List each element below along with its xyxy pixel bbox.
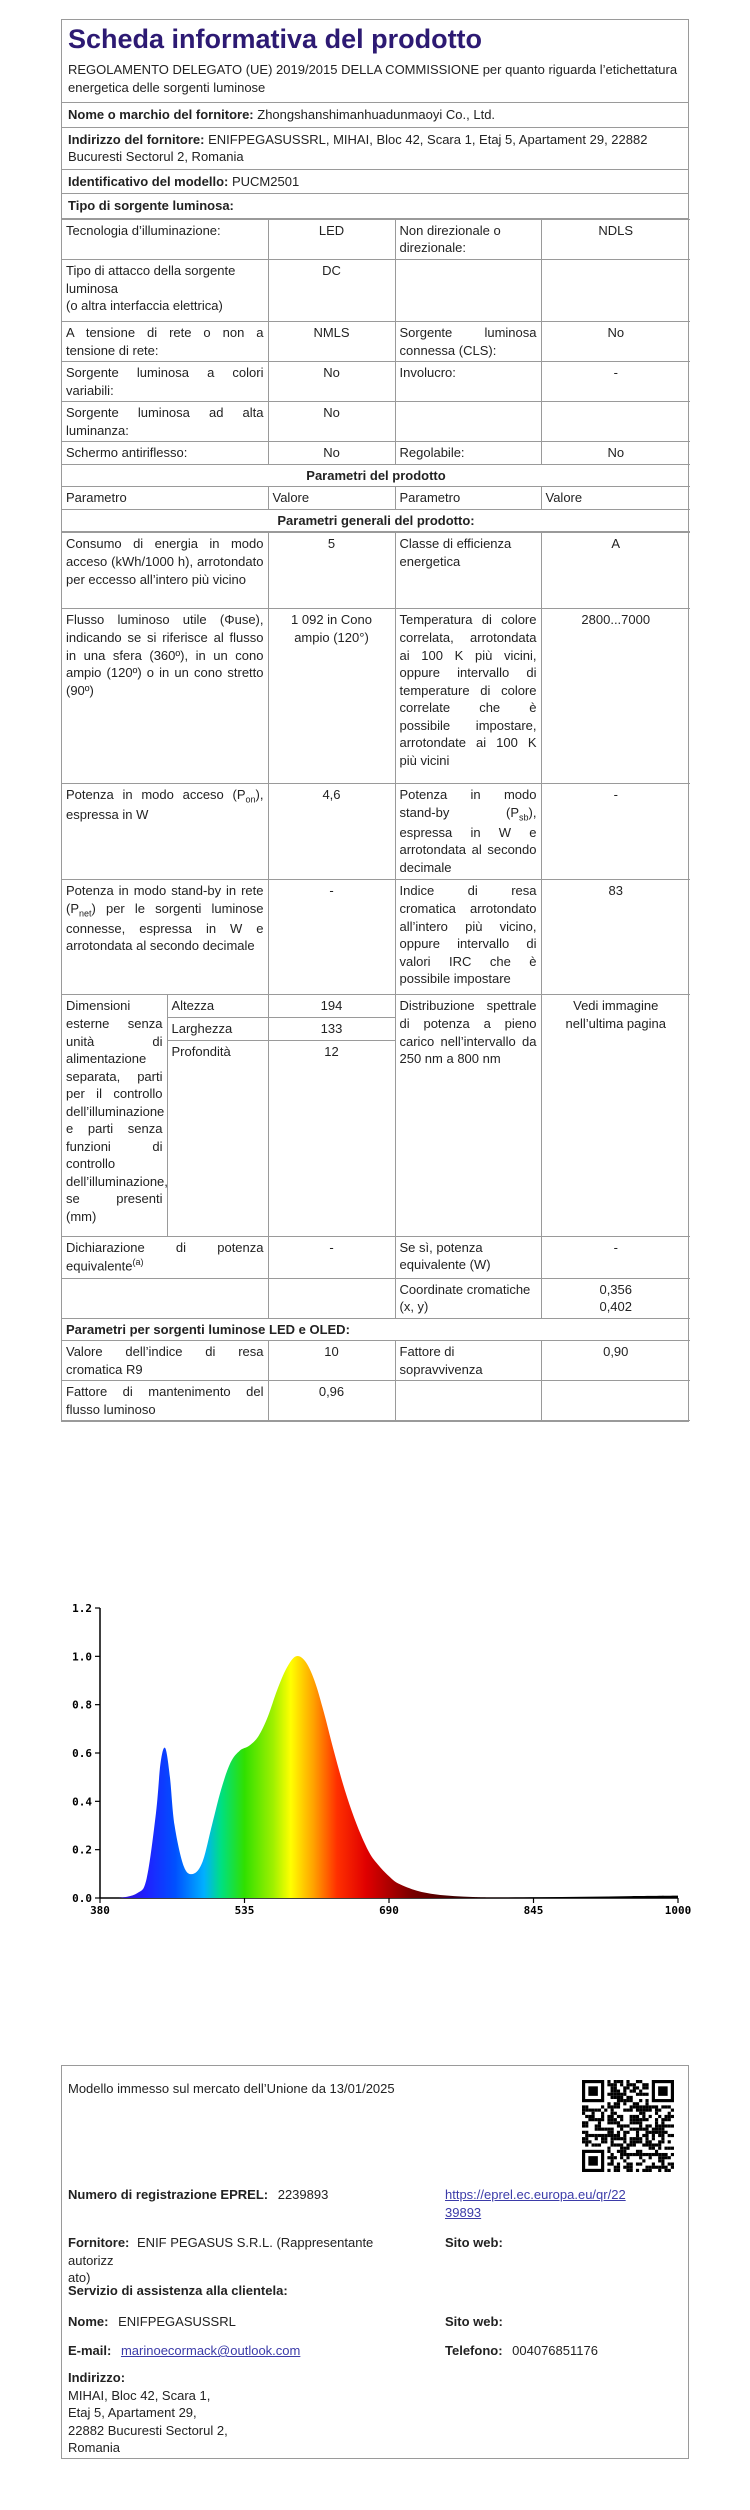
supplier-address-label: Indirizzo del fornitore: (68, 131, 205, 147)
website2-label-text: Sito web: (445, 2314, 503, 2329)
cls-value: No (541, 321, 690, 361)
product-info-sheet (61, 19, 689, 1422)
params-table (62, 532, 690, 1421)
col-value-1: Valore (268, 487, 395, 510)
supplier-name-row (62, 103, 688, 128)
empty-cell (62, 1278, 268, 1318)
depth-value: 12 (268, 1040, 395, 1236)
table-row (62, 1278, 690, 1318)
table-row (62, 609, 690, 784)
table-row (62, 362, 690, 402)
chromaticity-label: Coordinate cromatiche (x, y) (395, 1278, 541, 1318)
chromaticity-x: 0,356 (599, 1281, 633, 1297)
survival-value: 0,90 (541, 1341, 690, 1381)
contact-name-row (68, 2313, 236, 2331)
model-value: PUCM2501 (231, 173, 300, 189)
r9-label: Valore dell’indice di resa cromatica R9 (62, 1341, 268, 1381)
color-label: Sorgente luminosa a colori variabili: (62, 362, 268, 402)
y-tick-label: 1.2 (72, 1602, 92, 1615)
table-row (62, 1318, 690, 1341)
table-row (62, 1236, 690, 1278)
tech-value: LED (268, 219, 395, 259)
tech-label: Tecnologia d’illuminazione: (62, 219, 268, 259)
y-tick-label: 0.8 (72, 1698, 92, 1712)
cri-value: 83 (541, 880, 690, 995)
eprel-link[interactable] (445, 2186, 626, 2221)
general-params-heading: Parametri generali del prodotto: (62, 509, 690, 532)
net-standby-label (62, 880, 268, 995)
contact-name-label: Nome: (68, 2314, 109, 2329)
cct-label: Temperatura di colore correlata, arrotondata ai 100 K più vicini, oppure intervallo di temperature di colore correlate che è possibile impostare, arrotondate ai 100 K più vicini (395, 609, 541, 784)
model-row (62, 170, 688, 195)
standby-value: - (541, 784, 690, 880)
y-tick-label: 0.2 (72, 1843, 92, 1857)
cct-value: 2800...7000 (541, 609, 690, 784)
source-type-table (62, 219, 690, 533)
address-line: 22882 Bucuresti Sectorul 2, (68, 2422, 228, 2438)
dimensions-label: Dimensioni esterne senza unità di alimentazione separata, parti per il controllo dell’illuminazione e parti senza funzioni di controllo dell’illuminazione, se presenti (mm) (62, 995, 167, 1236)
footnote-marker: (a) (132, 1257, 144, 1268)
depth-label: Profondità (167, 1040, 268, 1236)
service-label (68, 2282, 288, 2300)
cap-label (62, 259, 268, 321)
supplier-address-value: ENIFPEGASUSSRL, MIHAI, Bloc 42, Scara 1, Etaj 5, Apartament 29, 22882 Bucuresti Sectorul 2, Romania (68, 131, 648, 165)
standby-label (395, 784, 541, 880)
class-label: Classe di efficienza energetica (395, 533, 541, 609)
empty-cell (395, 259, 541, 321)
source-type-heading: Tipo di sorgente luminosa: (62, 194, 688, 219)
page-title: Scheda informativa del prodotto (68, 24, 483, 54)
empty-cell (541, 259, 690, 321)
dimmable-label: Regolabile: (395, 442, 541, 465)
table-row (62, 995, 690, 1018)
luminance-label: Sorgente luminosa ad alta luminanza: (62, 402, 268, 442)
x-tick-label: 380 (90, 1904, 110, 1917)
mains-value: NMLS (268, 321, 395, 361)
table-row (62, 533, 690, 609)
height-value: 194 (268, 995, 395, 1018)
col-value-2: Valore (541, 487, 690, 510)
standby-label-a: Potenza in modo stand-by (P (399, 787, 537, 820)
empty-cell (395, 1381, 541, 1421)
height-label: Altezza (167, 995, 268, 1018)
net-standby-sub: net (79, 908, 92, 919)
flux-value: 1 092 in Cono ampio (120°) (268, 609, 395, 784)
footer-supplier-value-cont: ato) (68, 2270, 91, 2286)
supplier-name-value: Zhongshanshimanhuadunmaoyi Co., Ltd. (257, 107, 496, 123)
empty-cell (395, 402, 541, 442)
table-row (62, 509, 690, 532)
supplier-name-label: Nome o marchio del fornitore: (68, 107, 254, 123)
email-row (68, 2342, 300, 2360)
nondir-value: NDLS (541, 219, 690, 259)
spectral-distribution-chart (48, 1598, 698, 1938)
contact-name-value: ENIFPEGASUSSRL (118, 2314, 236, 2329)
luminance-value: No (268, 402, 395, 442)
y-tick-label: 0.6 (72, 1747, 92, 1760)
email-label: E-mail: (68, 2343, 112, 2358)
on-power-label-b: ), espressa in W (66, 787, 264, 823)
address-line: MIHAI, Bloc 42, Scara 1, (68, 2387, 211, 2403)
table-row (62, 259, 690, 321)
class-value: A (541, 533, 690, 609)
led-params-heading: Parametri per sorgenti luminose LED e OLED: (62, 1318, 690, 1341)
r9-value: 10 (268, 1341, 395, 1381)
qr-code[interactable] (582, 2080, 674, 2172)
regulation-subtitle: REGOLAMENTO DELEGATO (UE) 2019/2015 DELLA COMMISSIONE per quanto riguarda l’etichettatura energetica delle sorgenti luminose (68, 62, 678, 95)
spectrum-area (100, 1656, 678, 1898)
on-power-label-a: Potenza in modo acceso (P (66, 787, 246, 803)
website-label-text: Sito web: (445, 2235, 503, 2250)
width-value: 133 (268, 1017, 395, 1040)
survival-label: Fattore di sopravvivenza (395, 1341, 541, 1381)
address-label: Indirizzo: (68, 2370, 126, 2385)
y-tick-label: 1.0 (72, 1650, 92, 1664)
table-row (62, 402, 690, 442)
col-param-2: Parametro (395, 487, 541, 510)
eprel-row (68, 2186, 328, 2204)
eprel-value: 2239893 (277, 2187, 329, 2202)
on-power-value: 4,6 (268, 784, 395, 880)
standby-sub: sb (519, 812, 529, 823)
service-label-text: Servizio di assistenza alla clientela: (68, 2283, 288, 2298)
phone-label: Telefono: (445, 2343, 503, 2358)
spd-label: Distribuzione spettrale di potenza a pieno carico nell’intervallo da 250 nm a 800 nm (395, 995, 541, 1236)
equivalent-power-label (62, 1236, 268, 1278)
spd-value: Vedi immagine nell’ultima pagina (541, 995, 690, 1236)
equivalent-power-text: Dichiarazione di potenza equivalente (66, 1239, 264, 1274)
chromaticity-y: 0,402 (599, 1299, 633, 1315)
table-row (62, 784, 690, 880)
envelope-label: Involucro: (395, 362, 541, 402)
empty-cell (541, 1381, 690, 1421)
energy-value: 5 (268, 533, 395, 609)
eprel-link-line1[interactable]: https://eprel.ec.europa.eu/qr/22 (445, 2187, 626, 2202)
energy-label: Consumo di energia in modo acceso (kWh/1000 h), arrotondato per eccesso all’intero più vicino (62, 533, 268, 609)
product-params-heading: Parametri del prodotto (62, 464, 690, 487)
envelope-value: - (541, 362, 690, 402)
mains-label: A tensione di rete o non a tensione di rete: (62, 321, 268, 361)
net-standby-label-a: Potenza in modo stand-by in rete (P (66, 883, 264, 916)
footer-supplier-label: Fornitore: (68, 2235, 130, 2250)
footer-supplier-value: ENIF PEGASUS S.R.L. (Rappresentante autorizz (68, 2235, 374, 2268)
table-row (62, 464, 690, 487)
cap-label-note: (o altra interfaccia elettrica) (66, 298, 223, 314)
supplier-address-row (62, 128, 688, 170)
eprel-link-line2[interactable]: 39893 (445, 2204, 482, 2220)
address-block (68, 2369, 228, 2457)
x-tick-label: 535 (234, 1904, 255, 1917)
phone-value: 004076851176 (512, 2343, 598, 2358)
chromaticity-value (541, 1278, 690, 1318)
address-line: Romania (68, 2440, 121, 2456)
on-power-label (62, 784, 268, 880)
website2-label (445, 2313, 503, 2331)
cap-value: DC (268, 259, 395, 321)
eprel-label: Numero di registrazione EPREL: (68, 2187, 269, 2202)
table-row (62, 1381, 690, 1421)
footer-panel (61, 2065, 689, 2459)
x-tick-label: 845 (523, 1904, 544, 1917)
website-label (445, 2234, 503, 2252)
x-tick-label: 1000 (664, 1904, 692, 1917)
width-label: Larghezza (167, 1017, 268, 1040)
y-tick-label: 0.0 (72, 1892, 92, 1905)
supplier-row (68, 2234, 418, 2287)
maintenance-value: 0,96 (268, 1381, 395, 1421)
header (62, 20, 688, 103)
y-tick-label: 0.4 (72, 1795, 92, 1809)
empty-cell (268, 1278, 395, 1318)
table-row (62, 321, 690, 361)
chart-axes (95, 1608, 678, 1903)
cap-label-text: Tipo di attacco della sorgente luminosa (66, 262, 236, 296)
color-value: No (268, 362, 395, 402)
phone-row (445, 2342, 598, 2360)
table-row (62, 1341, 690, 1381)
email-link[interactable]: marinoecormack@outlook.com (120, 2343, 301, 2358)
maintenance-label: Fattore di mantenimento del flusso luminoso (62, 1381, 268, 1421)
equivalent-watt-value: - (541, 1236, 690, 1278)
market-date: Modello immesso sul mercato dell’Unione da 13/01/2025 (68, 2081, 395, 2096)
cls-label: Sorgente luminosa connessa (CLS): (395, 321, 541, 361)
equivalent-power-value: - (268, 1236, 395, 1278)
on-power-sub: on (245, 795, 256, 806)
table-row (62, 219, 690, 259)
table-row (62, 442, 690, 465)
col-param-1: Parametro (62, 487, 268, 510)
standby-label-b: ), espressa in W e arrotondata al secondo decimale (399, 804, 537, 875)
x-tick-label: 690 (379, 1904, 399, 1917)
empty-cell (541, 402, 690, 442)
dimmable-value: No (541, 442, 690, 465)
glare-label: Schermo antiriflesso: (62, 442, 268, 465)
cri-label: Indice di resa cromatica arrotondato all’intero più vicino, oppure intervallo di valori IRC che è possibile impostare (395, 880, 541, 995)
nondir-label: Non direzionale o direzionale: (395, 219, 541, 259)
address-line: Etaj 5, Apartament 29, (68, 2405, 197, 2421)
table-row (62, 487, 690, 510)
net-standby-value: - (268, 880, 395, 995)
glare-value: No (268, 442, 395, 465)
equivalent-watt-label: Se sì, potenza equivalente (W) (395, 1236, 541, 1278)
table-row (62, 880, 690, 995)
net-standby-label-b: ) per le sorgenti luminose connesse, espressa in W e arrotondata al secondo decimale (66, 900, 264, 954)
model-label: Identificativo del modello: (68, 173, 229, 189)
flux-label: Flusso luminoso utile (Φuse), indicando se si riferisce al flusso in una sfera (360º), in un cono ampio (120º) o in un cono stretto (90º) (62, 609, 268, 784)
